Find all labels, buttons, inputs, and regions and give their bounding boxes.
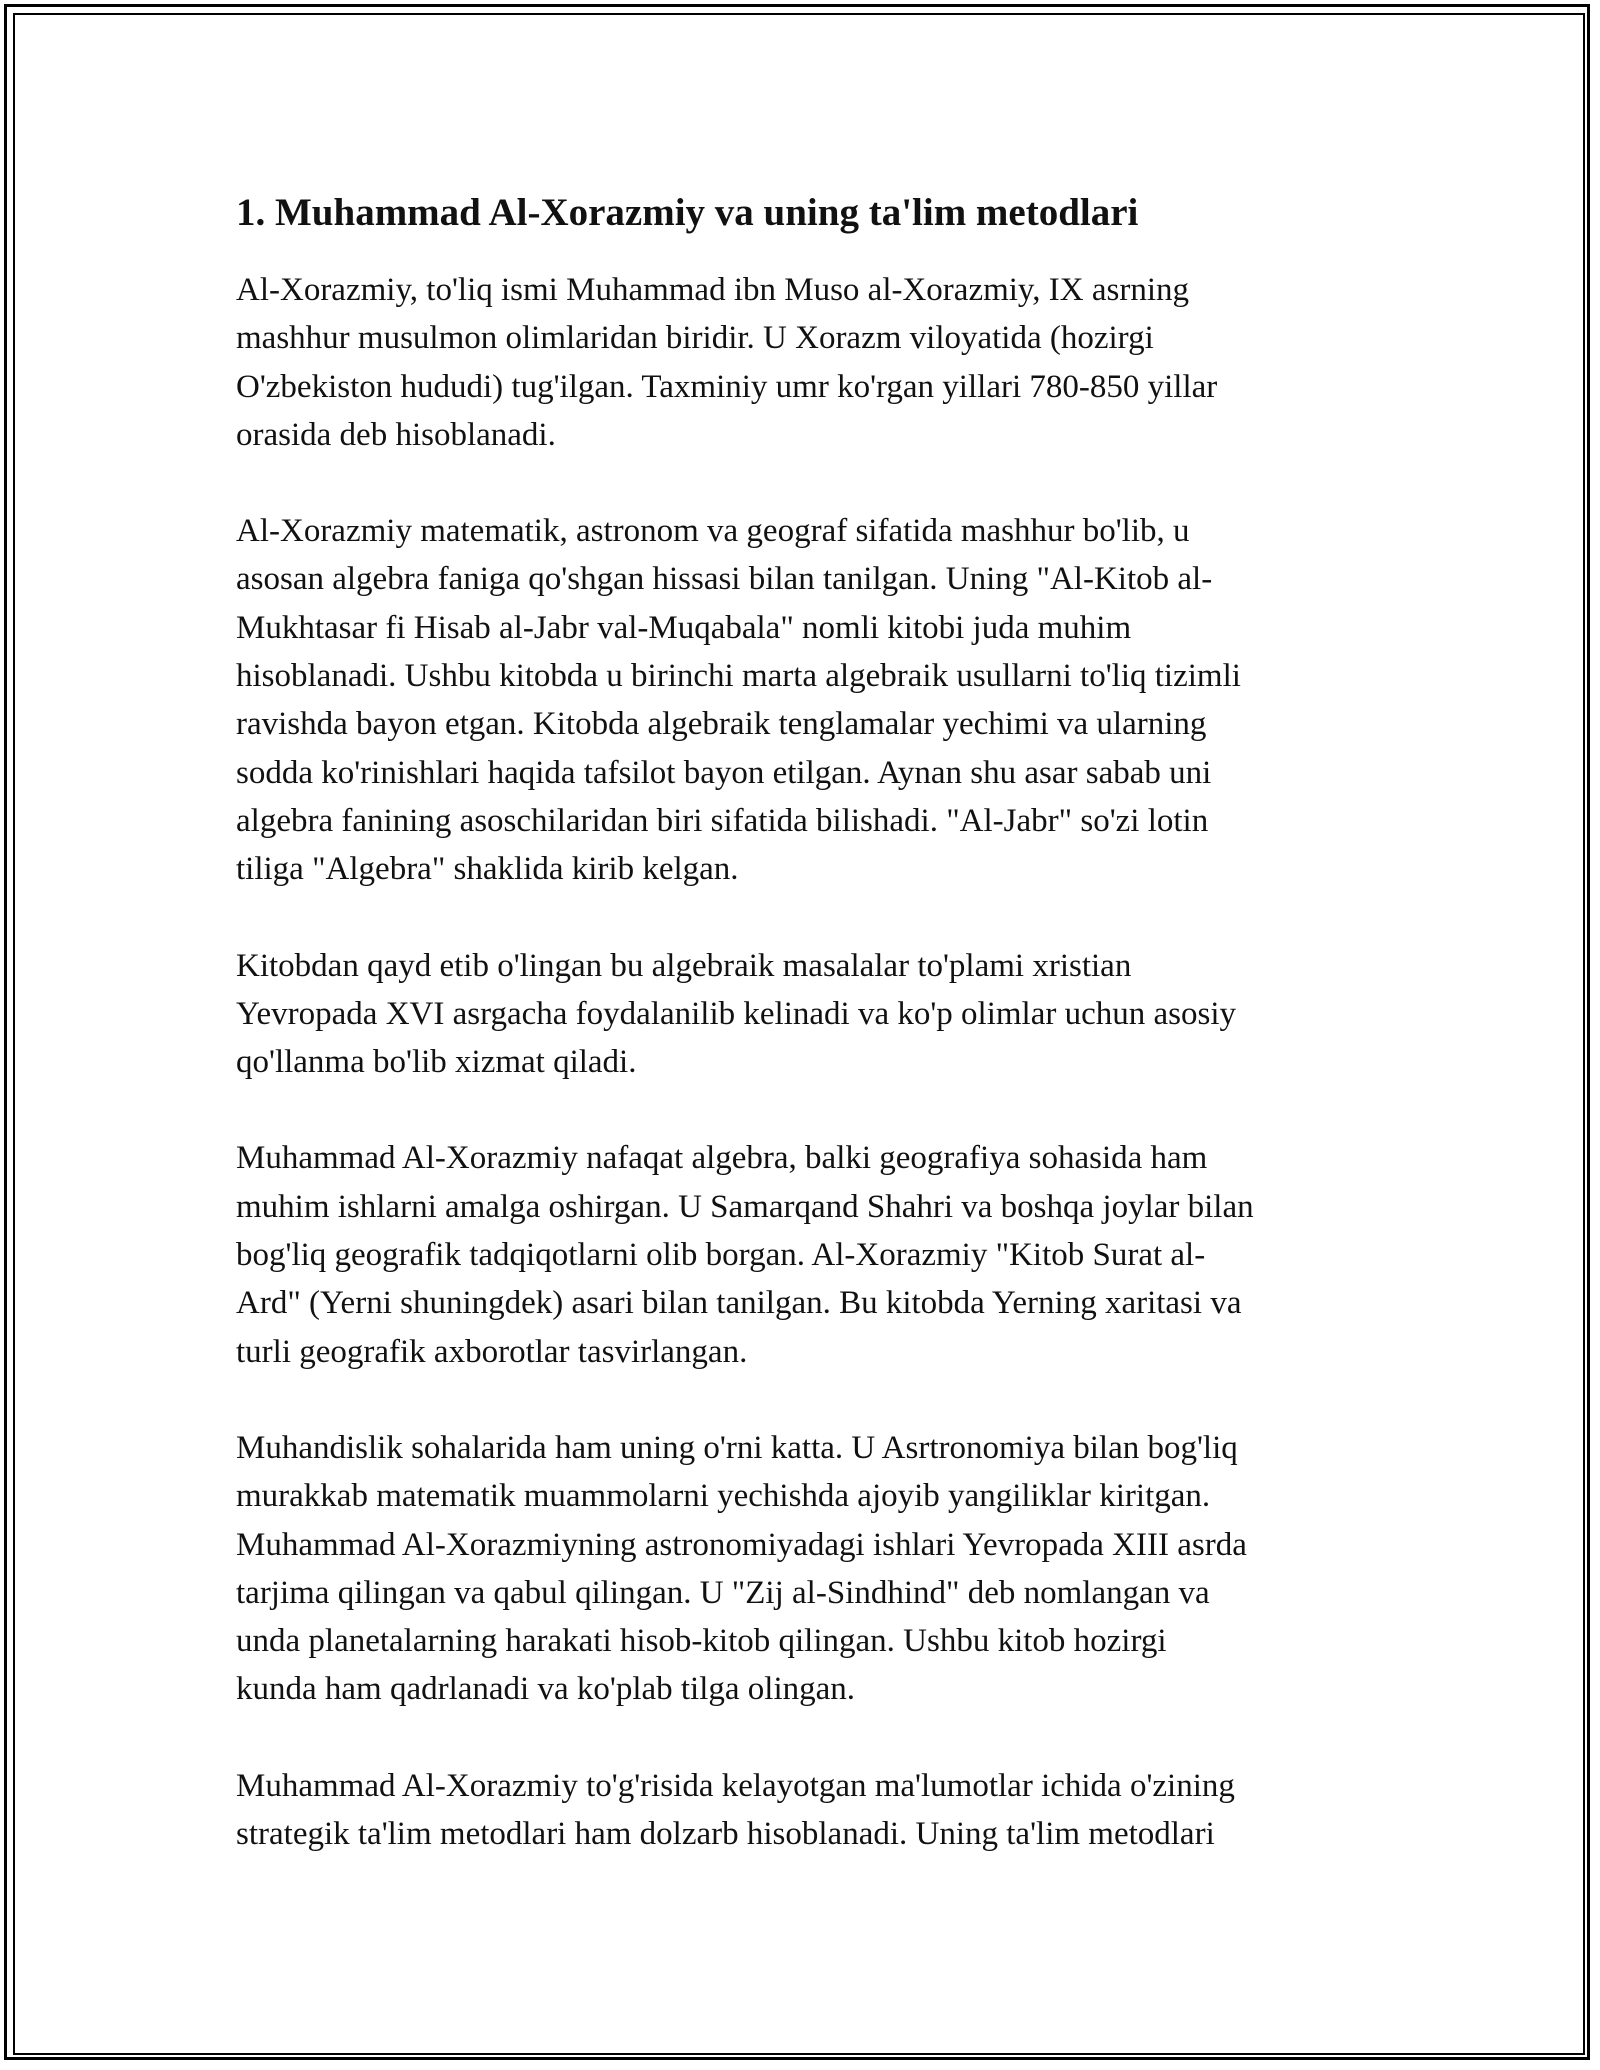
paragraph-influence: Kitobdan qayd etib o'lingan bu algebraik masalalar to'plami xristian Yevropada XVI asrgacha foydalanilib kelinadi va ko'p olimlar uchun asosiy qo'llanma bo'lib xizmat qiladi.: [236, 947, 1236, 1081]
paragraph-teaching-methods: Muhammad Al-Xorazmiy to'g'risida kelayotgan ma'lumotlar ichida o'zining strategik ta'lim metodlari ham dolzarb hisoblanadi. Uning ta'lim metodlari: [236, 1767, 1235, 1853]
paragraph-algebra: Al-Xorazmiy matematik, astronom va geograf sifatida mashhur bo'lib, u asosan algebra faniga qo'shgan hissasi bilan tanilgan. Uning "Al-Kitob al- Mukhtasar fi Hisab al-Jabr val-Muqabala" nomli kitobi juda muhim hisoblanadi. Ushbu kitobda u birinchi marta algebraik usullarni to'liq tizimli ravishda bayon etgan. Kitobda algebraik tenglamalar yechimi va ularning sodda ko'rinishlari haqida tafsilot bayon etilgan. Aynan shu asar sabab uni algebra fanining asoschilaridan biri sifatida bilishadi. "Al-Jabr" so'zi lotin tiliga "Algebra" shaklida kirib kelgan.: [236, 513, 1241, 888]
paragraph-geography: Muhammad Al-Xorazmiy nafaqat algebra, balki geografiya sohasida ham muhim ishlarni amalga oshirgan. U Samarqand Shahri va boshqa joylar bilan bog'liq geografik tadqiqotlarni olib borgan. Al-Xorazmiy "Kitob Surat al- Ard" (Yerni shuningdek) asari bilan tanilgan. Bu kitobda Yerning xaritasi va turli geografik axborotlar tasvirlangan.: [236, 1140, 1254, 1370]
paragraph-astronomy: Muhandislik sohalarida ham uning o'rni katta. U Asrtronomiya bilan bog'liq murakkab matematik muammolarni yechishda ajoyib yangiliklar kiritgan. Muhammad Al-Xorazmiyning astronomiyadagi ishlari Yevropada XIII asrda tarjima qilingan va qabul qilingan. U "Zij al-Sindhind" deb nomlangan va unda planetalarning harakati hisob-kitob qilingan. Ushbu kitob hozirgi kunda ham qadrlanadi va ko'plab tilga olingan.: [236, 1429, 1247, 1708]
document-title: 1. Muhammad Al-Xorazmiy va uning ta'lim metodlari: [236, 191, 1139, 234]
document-body: [236, 188, 1370, 1906]
paragraph-biography: Al-Xorazmiy, to'liq ismi Muhammad ibn Muso al-Xorazmiy, IX asrning mashhur musulmon olimlaridan biridir. U Xorazm viloyatida (hozirgi O'zbekiston hududi) tug'ilgan. Taxminiy umr ko'rgan yillari 780-850 yillar orasida deb hisoblanadi.: [236, 272, 1218, 453]
